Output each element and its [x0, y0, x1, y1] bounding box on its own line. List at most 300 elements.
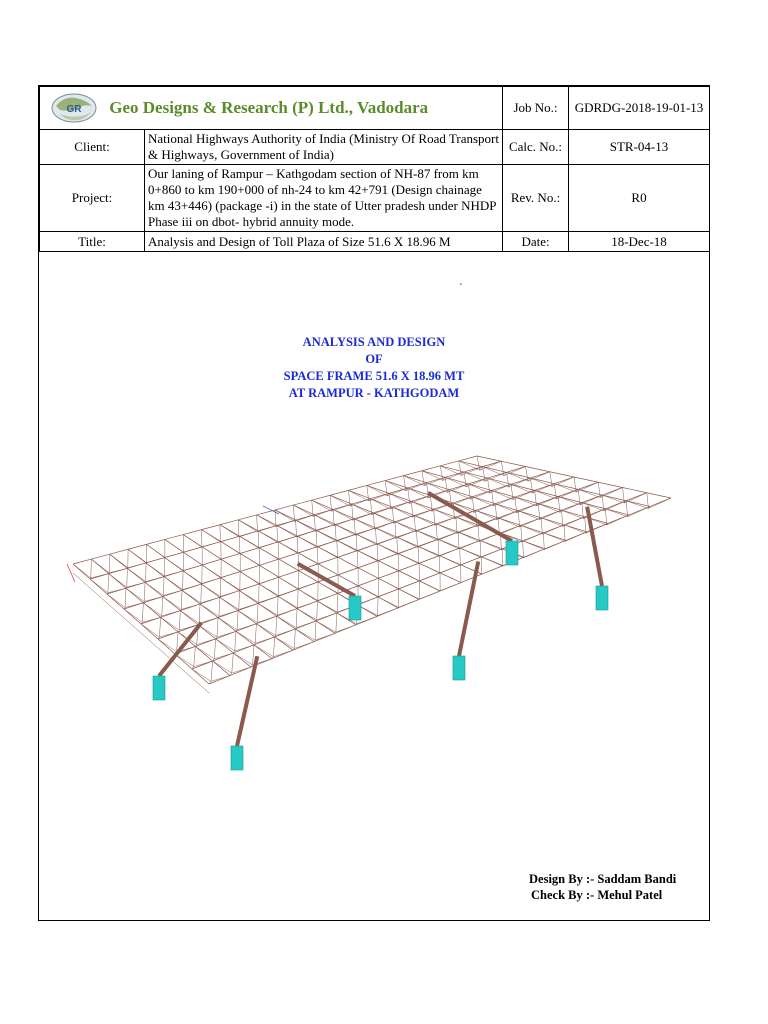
- frame-member: [373, 513, 395, 522]
- frame-member: [179, 611, 180, 631]
- frame-member: [483, 461, 502, 466]
- frame-member: [314, 633, 335, 641]
- frame-member: [277, 525, 297, 536]
- frame-member: [220, 525, 221, 542]
- frame-member: [182, 590, 201, 603]
- frame-member: [192, 678, 209, 693]
- frame-member: [126, 582, 145, 588]
- frame-member: [333, 504, 352, 509]
- frame-member: [495, 504, 518, 511]
- frame-member: [237, 656, 257, 746]
- frame-member: [515, 497, 517, 513]
- client-value: National Highways Authority of India (Ministry Of Road Transport & Highways, Government of India): [145, 130, 503, 165]
- frame-member: [180, 611, 199, 624]
- frame-member: [258, 531, 259, 548]
- frame-member: [426, 483, 447, 493]
- frame-member: [259, 542, 278, 548]
- frame-member: [476, 510, 497, 519]
- frame-member: [312, 495, 330, 500]
- frame-member: [418, 546, 419, 563]
- frame-member: [515, 490, 535, 497]
- company-name: Geo Designs & Research (P) Ltd., Vadodara: [109, 98, 429, 117]
- frame-member: [582, 495, 602, 503]
- frame-member: [202, 525, 220, 530]
- frame-member: [257, 603, 258, 622]
- frame-member: [541, 518, 563, 527]
- frame-member: [221, 572, 240, 578]
- frame-member: [202, 559, 221, 565]
- frame-member: [297, 536, 317, 547]
- frame-member: [182, 584, 201, 590]
- frame-member: [389, 493, 410, 503]
- project-label: Project:: [40, 165, 145, 232]
- frame-member: [500, 525, 520, 533]
- stray-tick-mark: `: [459, 282, 463, 294]
- frame-member: [238, 520, 239, 537]
- heading-line-1: ANALYSIS AND DESIGN: [302, 335, 446, 349]
- frame-member: [385, 476, 403, 481]
- frame-member: [358, 568, 378, 579]
- frame-member: [275, 637, 293, 650]
- heading-line-2: OF: [365, 352, 383, 366]
- frame-member: [128, 549, 146, 562]
- title-value: Analysis and Design of Toll Plaza of Size 51.6 X 18.96 M: [145, 232, 503, 252]
- frame-member: [239, 591, 258, 603]
- frame-member: [236, 631, 254, 645]
- frame-member: [143, 597, 162, 603]
- calc-no-value: STR-04-13: [569, 130, 710, 165]
- frame-member: [202, 565, 221, 577]
- frame-member: [200, 597, 220, 604]
- frame-member: [220, 520, 238, 525]
- frame-member: [202, 547, 221, 559]
- frame-member: [506, 467, 525, 473]
- frame-member: [378, 561, 398, 571]
- frame-member: [392, 507, 413, 517]
- frame-member: [195, 646, 212, 661]
- frame-member: [476, 510, 499, 517]
- frame-member: [276, 616, 277, 635]
- frame-member: [195, 646, 214, 658]
- frame-member: [478, 525, 479, 542]
- frame-member: [370, 493, 389, 498]
- frame-member: [259, 565, 278, 577]
- frame-member: [221, 559, 240, 571]
- frame-member: [398, 546, 418, 553]
- rev-no-label: Rev. No.:: [503, 165, 569, 232]
- frame-member: [275, 510, 296, 520]
- frame-member: [202, 530, 221, 542]
- frame-member: [602, 495, 626, 501]
- frame-member: [314, 515, 334, 526]
- frame-member: [221, 553, 240, 559]
- frame-member: [538, 504, 561, 511]
- check-by: Check By :- Mehul Patel: [531, 888, 663, 902]
- frame-member: [318, 557, 338, 564]
- frame-member: [419, 563, 440, 573]
- frame-member: [414, 509, 433, 515]
- frame-member: [574, 477, 576, 492]
- frame-member: [272, 650, 293, 658]
- frame-member: [199, 604, 200, 623]
- frame-member: [73, 559, 91, 564]
- frame-member: [295, 629, 315, 640]
- frame-member: [238, 515, 256, 520]
- frame-member: [408, 488, 429, 498]
- heading-line-4: AT RAMPUR - KATHGODAM: [288, 386, 460, 400]
- frame-member: [459, 562, 478, 656]
- frame-member: [566, 532, 587, 540]
- frame-member: [389, 493, 391, 509]
- frame-member: [298, 589, 318, 600]
- frame-member: [411, 501, 433, 509]
- frame-member: [143, 603, 160, 618]
- frame-member: [165, 552, 184, 557]
- frame-member: [598, 482, 600, 497]
- frame-member: [316, 530, 317, 547]
- frame-member: [378, 578, 398, 588]
- frame-member: [468, 484, 470, 499]
- frame-member: [107, 588, 126, 594]
- frame-member: [578, 489, 600, 497]
- frame-member: [354, 519, 375, 528]
- frame-member: [398, 554, 419, 564]
- frame-member: [255, 624, 256, 644]
- frame-member: [91, 554, 109, 559]
- frame-member: [200, 604, 219, 616]
- frame-member: [277, 609, 297, 617]
- frame-member: [428, 493, 512, 541]
- frame-member: [330, 495, 352, 504]
- frame-member: [67, 564, 75, 582]
- frame-member: [543, 533, 565, 542]
- frame-member: [233, 653, 252, 665]
- frame-member: [335, 524, 336, 541]
- frame-member: [195, 639, 215, 647]
- frame-member: [370, 499, 392, 507]
- frame-member: [279, 571, 299, 578]
- frame-member: [318, 540, 337, 546]
- frame-member: [530, 472, 549, 478]
- frame-member: [279, 553, 298, 559]
- frame-member: [376, 528, 377, 545]
- frame-member: [259, 559, 278, 565]
- frame-member: [495, 497, 515, 504]
- frame-member: [398, 599, 419, 607]
- frame-member: [330, 490, 348, 495]
- frame-member: [233, 645, 254, 653]
- frame-member: [220, 525, 239, 537]
- frame-member: [126, 588, 144, 601]
- project-value: Our laning of Rampur – Kathgodam section of NH-87 from km 0+860 to km 190+000 of nh-24 to km 42+791 (Design chainage km 43+446) (package -i) in the state of Utter pradesh under NHDP Phase iii on dbot- hybrid annuity mode.: [145, 165, 503, 232]
- frame-member: [237, 611, 238, 630]
- frame-member: [107, 603, 124, 618]
- frame-member: [523, 541, 524, 558]
- heading-line-3: SPACE FRAME 51.6 X 18.96 MT: [283, 369, 465, 383]
- frame-member: [316, 613, 337, 621]
- frame-member: [337, 540, 357, 551]
- frame-member: [293, 500, 311, 505]
- frame-member: [418, 539, 438, 546]
- frame-member: [558, 489, 578, 496]
- frame-member: [124, 618, 141, 633]
- frame-member: [258, 603, 277, 615]
- frame-member: [358, 551, 378, 562]
- frame-member: [392, 501, 411, 507]
- frame-member: [240, 553, 259, 565]
- frame-member: [296, 520, 297, 537]
- frame-member: [239, 584, 259, 591]
- frame-member: [419, 591, 440, 599]
- frame-member: [434, 509, 456, 517]
- frame-member: [218, 618, 236, 632]
- frame-member: [399, 571, 420, 581]
- frame-member: [458, 525, 478, 532]
- frame-member: [164, 571, 183, 577]
- frame-member: [254, 637, 275, 645]
- frame-member: [277, 596, 278, 615]
- frame-member: [515, 497, 538, 504]
- frame-member: [518, 511, 540, 520]
- frame-member: [511, 484, 513, 499]
- frame-member: [214, 639, 215, 659]
- frame-member: [492, 490, 515, 497]
- frame-member: [481, 557, 502, 566]
- frame-member: [439, 548, 459, 556]
- frame-member: [216, 639, 234, 653]
- frame-member: [578, 489, 580, 505]
- frame-member: [472, 497, 495, 504]
- frame-member: [558, 497, 580, 505]
- frame-member: [377, 544, 378, 561]
- frame-member: [397, 537, 418, 547]
- frame-member: [158, 639, 175, 654]
- frame-member: [259, 584, 278, 596]
- frame-member: [141, 624, 158, 639]
- frame-member: [161, 617, 178, 632]
- title-label: Title:: [40, 232, 145, 252]
- frame-member: [495, 504, 516, 513]
- frame-member: [430, 495, 432, 511]
- frame-member: [518, 511, 541, 518]
- frame-member: [419, 581, 440, 591]
- frame-member: [426, 483, 428, 498]
- frame-member: [477, 456, 501, 461]
- frame-member: [198, 625, 217, 637]
- frame-member: [124, 609, 141, 624]
- frame-member: [146, 544, 164, 557]
- frame-member: [221, 542, 240, 554]
- frame-member: [312, 500, 333, 509]
- frame-member: [335, 625, 356, 633]
- frame-member: [256, 624, 275, 636]
- frame-member: [177, 632, 178, 652]
- frame-member: [297, 530, 316, 536]
- frame-member: [145, 582, 163, 595]
- frame-member: [240, 548, 259, 554]
- frame-member: [159, 617, 160, 637]
- date-value: 18-Dec-18: [569, 232, 710, 252]
- frame-member: [275, 510, 295, 521]
- frame-member: [399, 581, 420, 589]
- frame-member: [218, 611, 238, 618]
- frame-member: [124, 603, 143, 609]
- frame-member: [162, 597, 163, 616]
- frame-member: [338, 557, 358, 568]
- frame-member: [73, 564, 91, 578]
- frame-member: [236, 624, 256, 632]
- frame-member: [275, 629, 296, 637]
- frame-member: [623, 488, 647, 493]
- frame-member: [354, 519, 355, 536]
- frame-member: [144, 582, 145, 601]
- frame-member: [165, 535, 183, 540]
- frame-member: [453, 497, 472, 503]
- frame-member: [373, 507, 392, 513]
- frame-member: [482, 566, 503, 574]
- frame-member: [523, 533, 544, 541]
- frame-member: [127, 563, 146, 568]
- frame-member: [561, 503, 581, 511]
- frame-member: [440, 565, 461, 573]
- frame-member: [91, 559, 109, 573]
- frame-member: [564, 525, 565, 542]
- frame-member: [626, 501, 650, 507]
- frame-member: [440, 573, 461, 583]
- frame-member: [538, 497, 558, 504]
- frame-member: [377, 608, 398, 616]
- frame-member: [605, 501, 626, 509]
- frame-member: [312, 500, 332, 511]
- frame-member: [358, 578, 378, 586]
- frame-member: [107, 594, 124, 609]
- frame-member: [348, 490, 370, 498]
- frame-member: [515, 497, 537, 506]
- frame-member: [277, 616, 297, 627]
- frame-member: [298, 553, 318, 564]
- frame-member: [438, 539, 439, 556]
- job-no-label: Job No.:: [503, 87, 569, 130]
- frame-member: [209, 676, 230, 684]
- frame-member: [257, 515, 258, 532]
- frame-member: [414, 515, 436, 523]
- frame-member: [220, 591, 240, 598]
- frame-member: [163, 590, 182, 596]
- frame-member: [354, 519, 374, 530]
- frame-member: [348, 490, 368, 501]
- frame-member: [317, 593, 337, 601]
- frame-member: [521, 525, 522, 542]
- frame-member: [582, 503, 604, 511]
- frame-member: [318, 564, 338, 575]
- frame-member: [468, 484, 489, 493]
- frame-member: [397, 537, 398, 554]
- frame-member: [373, 513, 393, 523]
- frame-member: [338, 551, 358, 558]
- client-label: Client:: [40, 130, 145, 165]
- frame-member: [480, 540, 501, 549]
- frame-member: [626, 493, 647, 501]
- frame-member: [492, 490, 494, 506]
- frame-member: [414, 515, 435, 525]
- frame-member: [436, 524, 457, 534]
- frame-member: [348, 485, 366, 490]
- frame-member: [408, 488, 431, 495]
- frame-member: [376, 528, 396, 538]
- frame-member: [538, 504, 560, 513]
- frame-member: [175, 663, 192, 678]
- frame-member: [211, 661, 213, 681]
- frame-member: [378, 571, 398, 579]
- frame-member: [449, 490, 470, 500]
- frame-member: [367, 481, 385, 486]
- frame-member: [183, 530, 201, 535]
- rev-no-value: R0: [569, 165, 710, 232]
- frame-member: [146, 539, 164, 544]
- frame-member: [127, 568, 128, 587]
- frame-member: [518, 504, 538, 511]
- frame-member: [392, 507, 414, 515]
- frame-member: [239, 591, 240, 610]
- frame-member: [279, 559, 299, 570]
- frame-member: [275, 505, 293, 510]
- frame-member: [417, 530, 438, 540]
- frame-member: [585, 517, 586, 533]
- frame-member: [128, 544, 146, 549]
- frame-member: [535, 490, 557, 499]
- frame-member: [602, 495, 624, 503]
- frame-member: [158, 632, 178, 639]
- frame-member: [521, 525, 544, 532]
- frame-member: [458, 532, 479, 542]
- frame-member: [161, 611, 181, 618]
- frame-member: [238, 520, 257, 532]
- frame-member: [109, 574, 127, 587]
- frame-member: [221, 536, 240, 541]
- frame-member: [395, 522, 417, 531]
- frame-member: [561, 510, 583, 518]
- column-base-block: [349, 596, 361, 620]
- date-label: Date:: [503, 232, 569, 252]
- frame-member: [440, 583, 461, 591]
- frame-member: [521, 525, 543, 534]
- frame-member: [221, 578, 240, 590]
- frame-member: [535, 490, 537, 506]
- frame-member: [127, 568, 145, 581]
- column-base-block: [506, 541, 518, 565]
- frame-member: [333, 509, 353, 520]
- frame-member: [543, 525, 564, 533]
- frame-member: [481, 549, 502, 557]
- frame-member: [125, 588, 126, 607]
- frame-member: [201, 584, 220, 596]
- frame-member: [472, 497, 493, 506]
- frame-member: [476, 504, 496, 511]
- frame-member: [273, 637, 274, 657]
- frame-member: [439, 556, 460, 566]
- frame-member: [161, 617, 180, 630]
- frame-member: [472, 497, 474, 513]
- frame-member: [240, 565, 259, 571]
- frame-member: [352, 499, 371, 504]
- frame-member: [183, 547, 202, 552]
- frame-member: [213, 661, 230, 676]
- frame-member: [257, 515, 276, 527]
- frame-member: [192, 669, 211, 681]
- frame-member: [236, 631, 255, 643]
- frame-member: [377, 537, 397, 544]
- frame-member: [395, 522, 396, 539]
